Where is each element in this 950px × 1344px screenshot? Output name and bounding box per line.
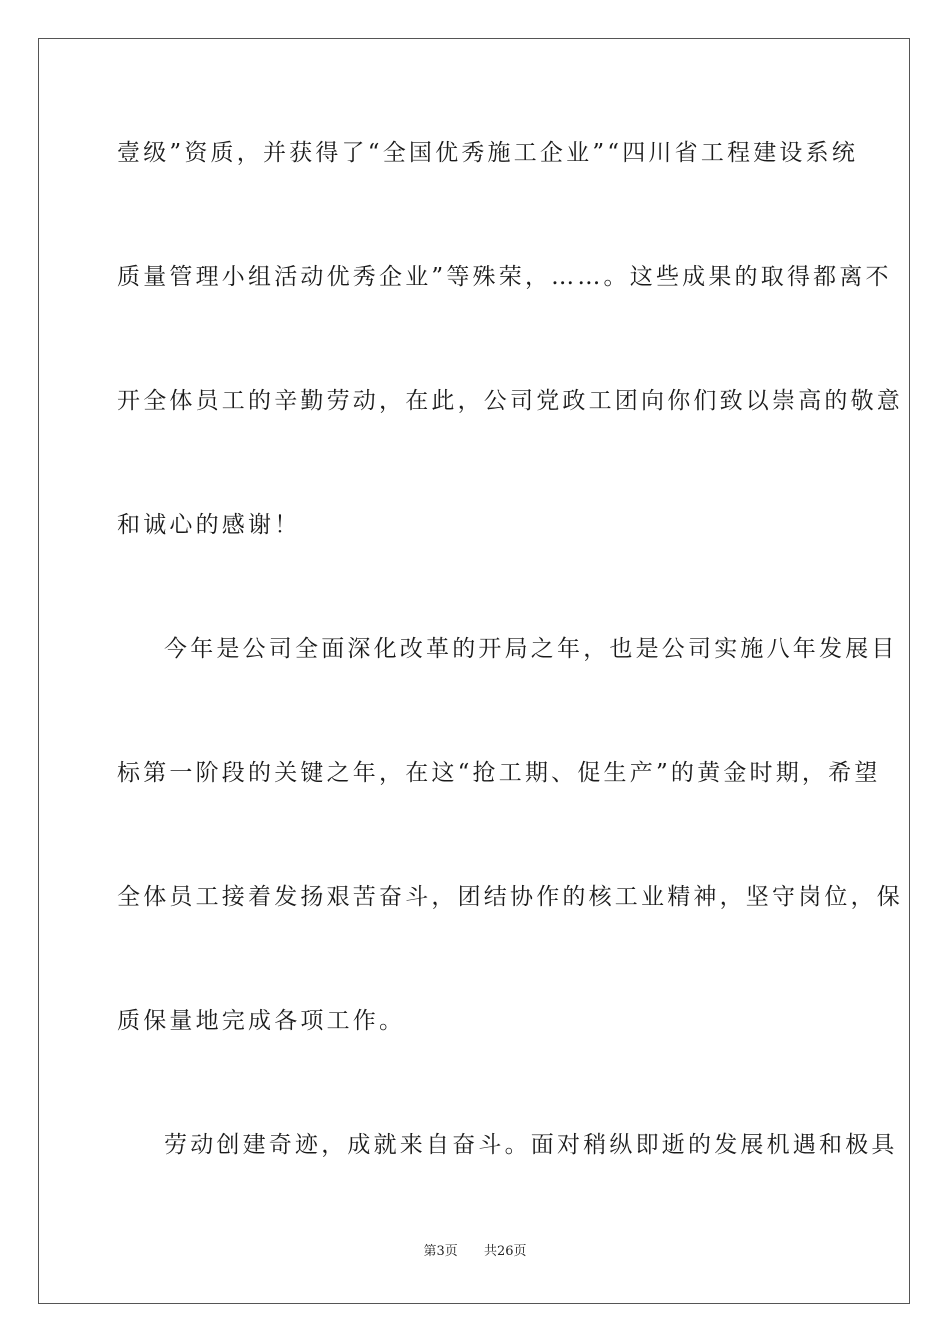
page-border — [38, 38, 910, 1304]
paragraph-line: 质保量地完成各项工作。 — [117, 1008, 406, 1034]
page-footer — [0, 1240, 950, 1259]
paragraph-line: 标第一阶段的关键之年，在这“抢工期、促生产”的黄金时期，希望 — [117, 760, 881, 786]
paragraph-line: 和诚心的感谢！ — [117, 512, 301, 538]
page-number: 第3页 — [423, 1244, 458, 1259]
paragraph-line: 全体员工接着发扬艰苦奋斗，团结协作的核工业精神，坚守岗位，保 — [117, 884, 903, 910]
paragraph-line: 今年是公司全面深化改革的开局之年，也是公司实施八年发展目 — [164, 636, 898, 662]
paragraph-line: 开全体员工的辛勤劳动，在此，公司党政工团向你们致以崇高的敬意 — [117, 388, 903, 414]
paragraph-line: 劳动创建奇迹，成就来自奋斗。面对稍纵即逝的发展机遇和极具 — [164, 1132, 898, 1158]
page-total: 共26页 — [483, 1244, 527, 1259]
paragraph-line: 质量管理小组活动优秀企业”等殊荣，……。这些成果的取得都离不 — [117, 264, 892, 290]
paragraph-line: 壹级”资质，并获得了“全国优秀施工企业”“四川省工程建设系统 — [117, 140, 859, 166]
